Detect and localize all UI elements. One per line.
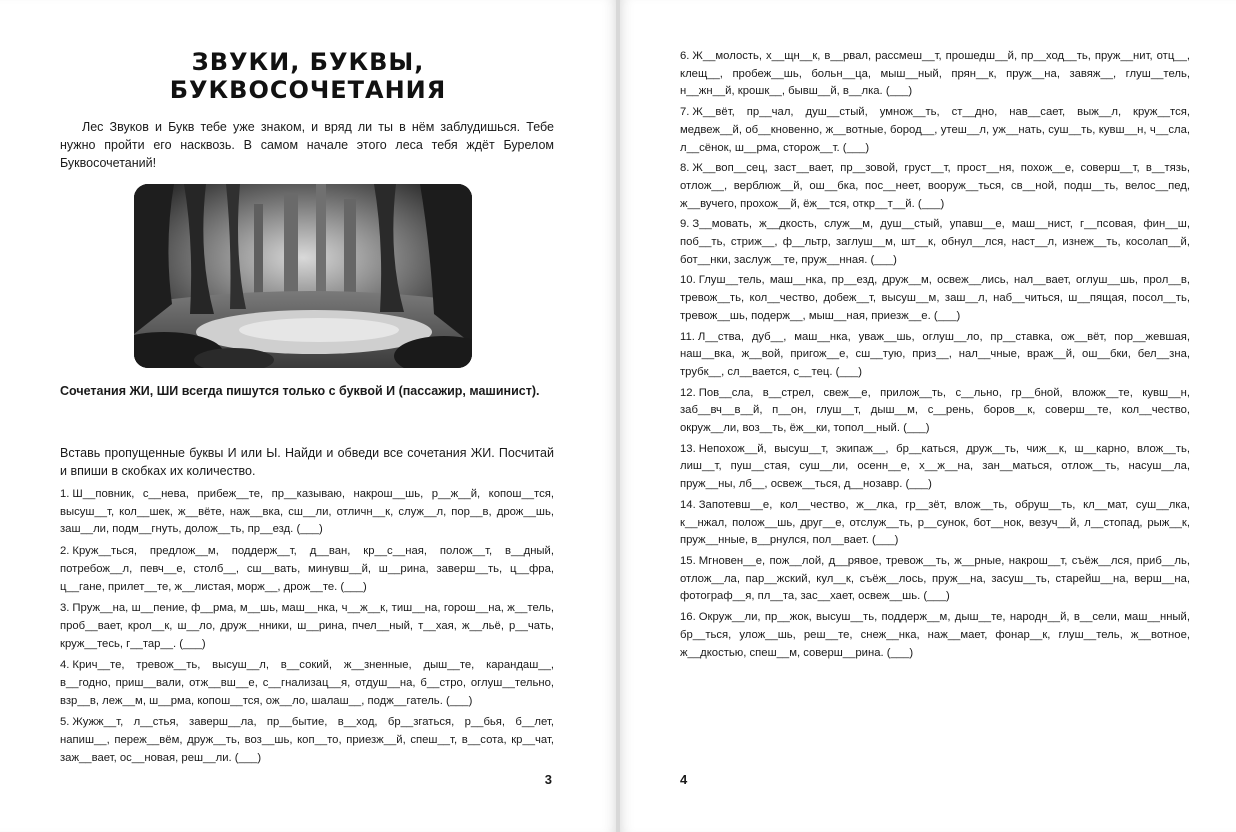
exercise-number: 3. [60,602,70,615]
exercise-item [60,600,554,653]
title-line-2: БУКВОСОЧЕТАНИЯ [169,76,447,104]
exercise-item [680,553,1190,606]
task-instruction [60,444,554,480]
title-line-1: ЗВУКИ, БУКВЫ, [191,48,425,76]
exercise-text: Жужж__т, л__стья, заверш__ла, пр__бытие, в__ход, бр__згаться, р__бья, б__лет, напиш__, переж__вём, друж__ть, воз__шь, коп__то, приезж__й, спеш__т, в__сота, кр__чат, заж__вает, ос__новая, реш__ли. (___) [60,716,554,764]
exercise-number: 12. [680,386,696,399]
left-page [0,0,616,832]
exercise-item [680,216,1190,269]
exercise-text: Ж__молость, х__щн__к, в__рвал, рассмеш__т, прошедш__й, пр__ход__ть, пруж__нит, отц__, клещ__, пробеж__шь, больн__ца, мыш__ный, прян__к, пруж__на, завяж__, глуш__тель, н__жн__й, крошк__, бывш__й, в__лка. (___) [680,50,1190,98]
exercise-number: 15. [680,554,696,567]
exercise-item [680,104,1190,157]
exercise-text: Мгновен__е, пож__лой, д__рявое, тревож__ть, ж__рные, накрош__т, съёж__лся, приб__ль, отлож__ла, пар__жский, кул__к, съёж__лось, пруж__на, засуш__ть, старейш__на, верш__на, фотограф__я, пл__та, зас__хает, освеж__шь. (___) [680,554,1190,603]
exercise-text: Непохож__й, высуш__т, экипаж__, бр__каться, друж__ть, чиж__к, ш__карно, влож__ть, лиш__т, пуш__стая, суш__ли, осенн__е, х__ж__на, зан__маться, отлож__ть, насуш__ла, пруж__ны, лб__, освеж__ться, д__нозавр. (___) [680,442,1190,491]
exercise-item [680,160,1190,213]
exercise-item [680,272,1190,325]
exercise-number: 8. [680,162,690,175]
exercise-item [680,441,1190,494]
exercise-text: З__мовать, ж__дкость, служ__м, душ__стый, упавш__е, маш__нист, г__псовая, фин__ш, поб__ть, стриж__, ф__льтр, заглуш__м, шт__к, обнул__лся, наст__л, изнеж__ть, косолап__й, бот__нки, заслуж__те, пруж__нная. (___) [680,218,1190,266]
exercise-item [680,609,1190,662]
exercise-text: Круж__ться, предлож__м, поддерж__т, д__ван, кр__с__ная, полож__т, в__дный, потребож__л, певч__е, столб__, сш__вать, минувш__й, ш__рина, заверш__ть, ц__фра, ц__гане, прилет__те, ж__листая, морж__, дрож__те. (___) [60,545,554,593]
task-text: Вставь пропущенные буквы И или Ы. Найди и обведи все сочетания ЖИ. Посчитай и впиши в скобках их количество. [60,446,554,478]
exercise-number: 10. [680,274,696,287]
page-number-left: 3 [544,772,552,787]
exercise-text: Ж__воп__сец, заст__вает, пр__зовой, груст__т, прост__ня, похож__е, соверш__т, в__тязь, отлож__, верблюж__й, ош__бка, пос__неет, вооруж__ться, св__ной, подш__ть, велос__пед, ж__вучего, прохож__й, ёж__тся, откр__т__й. (___) [680,162,1190,210]
exercise-item [680,497,1190,550]
forest-illustration [134,184,472,368]
exercise-item [60,714,554,767]
exercise-list-right [680,48,1190,665]
exercise-number: 9. [680,218,690,231]
exercise-number: 14. [680,498,696,511]
exercise-text: Окруж__ли, пр__жок, высуш__ть, поддерж__м, дыш__те, народн__й, в__сели, маш__нный, бр__ться, улож__шь, реш__те, снеж__нка, наж__мает, фонар__к, глуш__тель, ж__вотное, ж__дкостью, спеш__м, соверш__рина. (___) [680,611,1190,659]
exercise-number: 11. [680,330,695,343]
exercise-number: 1. [60,488,70,500]
page-number-right: 4 [680,772,688,787]
exercise-text: Пруж__на, ш__пение, ф__рма, м__шь, маш__нка, ч__ж__к, тиш__на, горош__на, ж__тель, проб__вает, крол__к, ш__ло, друж__нники, ш__рина, пчел__ный, т__хая, ж__льё, р__чать, круж__тесь, г__тар__. (___) [60,602,554,650]
exercise-text: Глуш__тель, маш__нка, пр__езд, друж__м, освеж__лись, нал__вает, оглуш__шь, прол__в, тревож__ть, кол__чество, добеж__т, высуш__м, заш__л, наб__читься, ш__пящая, посол__ть, тревож__шь, подерж__, мыш__ная, приезж__е. (___) [680,274,1190,322]
exercise-list-left [60,486,554,772]
exercise-number: 6. [680,50,690,62]
exercise-text: Пов__сла, в__стрел, свеж__е, прилож__ть, с__льно, гр__бной, вложж__те, кувш__н, заб__вч__в__й, п__он, глуш__т, дыш__м, с__рень, боров__к, соверш__те, кол__чество, окруж__ли, воз__ть, ёж__ки, топол__ный. (___) [680,386,1190,435]
exercise-text: Запотевш__е, кол__чество, ж__лка, гр__зёт, влож__ть, обруш__ть, кл__мат, суш__лка, к__нжал, полож__шь, друг__е, отслуж__ть, р__сунок, бот__нок, везуч__й, л__стопад, рыж__к, пруж__нные, в__рнулся, пол__вает. (___) [680,498,1190,547]
exercise-item [680,385,1190,438]
exercise-text: Крич__те, тревож__ть, высуш__л, в__сокий, ж__зненные, дыш__те, карандаш__, в__годно, приш__вали, отж__вш__е, с__гнализац__я, отдуш__на, б__стро, оглуш__тельно, взр__в, леж__м, ш__рма, копош__тся, ож__ло, шалаш__, подж__гатель. (___) [60,659,554,707]
forest-image [134,184,472,368]
right-page [620,0,1236,832]
exercise-number: 5. [60,716,70,729]
exercise-item [60,543,554,596]
rule-paragraph: Сочетания ЖИ, ШИ всегда пишутся только с буквой И (пассажир, машинист). [60,384,540,398]
exercise-number: 7. [680,106,690,119]
exercise-item [680,48,1190,101]
exercise-number: 2. [60,545,70,558]
exercise-text: Л__ства, дуб__, маш__нка, уваж__шь, оглуш__ло, пр__ставка, ож__вёт, пор__жевшая, наш__вка, ж__вой, пригож__е, сш__тую, приз__, нал__чные, враж__й, ош__бки, бел__зна, трубк__, сл__вается, с__тец. (___) [680,330,1190,378]
intro-paragraph: Лес Звуков и Букв тебе уже знаком, и вряд ли ты в нём заблудишься. Тебе нужно пройти его насквозь. В самом начале этого леса тебя ждёт Бурелом Буквосочетаний! [60,120,554,170]
exercise-text: Ш__повник, с__нева, прибеж__те, пр__казываю, накрош__шь, р__ж__й, копош__тся, высуш__т, кол__шек, ж__вёте, наж__вка, сш__ли, отличн__к, служ__л, пор__в, дрож__шь, заш__ли, подм__гнуть, долож__ть, пр__езд. (___) [60,488,554,536]
exercise-item [60,657,554,710]
chapter-title [60,48,556,104]
exercise-text: Ж__вёт, пр__чал, душ__стый, умнож__ть, ст__дно, нав__сает, выж__л, круж__тся, медвеж__й, об__кновенно, ж__вотные, бород__, утеш__л, уж__нать, суш__ть, кувш__н, ч__сла, л__сёнок, ш__рма, сторож__т. (___) [680,106,1190,154]
exercise-item [60,486,554,539]
exercise-item [680,329,1190,382]
exercise-number: 13. [680,442,696,455]
exercise-number: 16. [680,611,696,624]
exercise-number: 4. [60,659,70,672]
